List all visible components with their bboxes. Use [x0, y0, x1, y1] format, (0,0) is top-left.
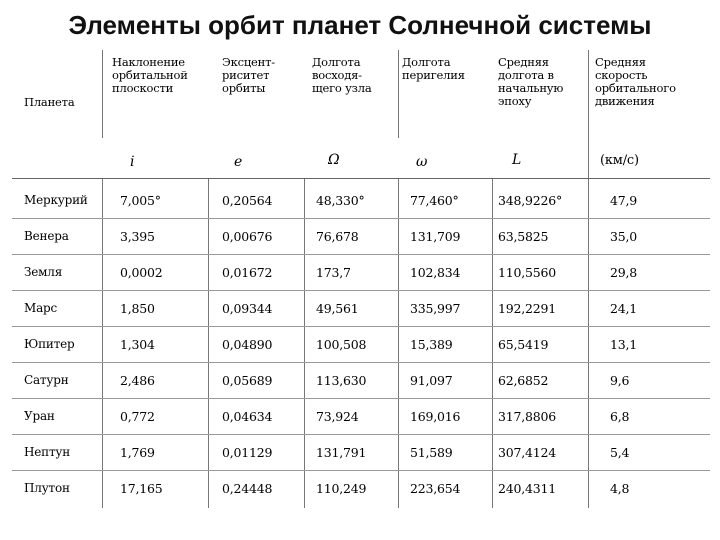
row-velocity: 5,4: [610, 445, 630, 460]
row-velocity: 4,8: [610, 481, 630, 496]
row-mean-longitude: 62,6852: [498, 373, 549, 388]
row-ascending-node: 48,330°: [316, 193, 365, 208]
header-perihelion: Долгота перигелия: [402, 55, 465, 82]
row-perihelion: 51,589: [410, 445, 453, 460]
row-ascending-node: 73,924: [316, 409, 359, 424]
header-orbital-velocity: Средняя скорость орбитального движения: [595, 55, 676, 108]
row-mean-longitude: 307,4124: [498, 445, 557, 460]
row-perihelion: 223,654: [410, 481, 461, 496]
row-eccentricity: 0,01672: [222, 265, 273, 280]
row-inclination: 7,005°: [120, 193, 161, 208]
row-planet: Земля: [24, 265, 63, 279]
row-planet: Меркурий: [24, 193, 88, 207]
row-planet: Юпитер: [24, 337, 75, 351]
row-velocity: 9,6: [610, 373, 630, 388]
row-velocity: 24,1: [610, 301, 638, 316]
row-perihelion: 335,997: [410, 301, 461, 316]
row-perihelion: 91,097: [410, 373, 453, 388]
row-eccentricity: 0,20564: [222, 193, 273, 208]
row-velocity: 47,9: [610, 193, 638, 208]
row-planet: Марс: [24, 301, 58, 315]
row-mean-longitude: 65,5419: [498, 337, 549, 352]
header-mean-longitude: Средняя долгота в начальную эпоху: [498, 55, 564, 108]
row-ascending-node: 76,678: [316, 229, 359, 244]
row-mean-longitude: 240,4311: [498, 481, 557, 496]
header-planet: Планета: [24, 95, 75, 109]
row-ascending-node: 173,7: [316, 265, 351, 280]
page-title: Элементы орбит планет Солнечной системы: [68, 10, 652, 40]
row-ascending-node: 131,791: [316, 445, 367, 460]
row-velocity: 13,1: [610, 337, 638, 352]
row-eccentricity: 0,00676: [222, 229, 273, 244]
row-velocity: 6,8: [610, 409, 630, 424]
row-eccentricity: 0,05689: [222, 373, 273, 388]
header-ascending-node: Долгота восходя- щего узла: [312, 55, 372, 95]
symbol-i: i: [130, 154, 135, 170]
row-perihelion: 131,709: [410, 229, 461, 244]
row-planet: Уран: [24, 409, 55, 423]
header-eccentricity: Эксцент- риситет орбиты: [222, 55, 275, 95]
row-inclination: 2,486: [120, 373, 155, 388]
row-inclination: 0,772: [120, 409, 155, 424]
row-inclination: 1,850: [120, 301, 155, 316]
row-ascending-node: 113,630: [316, 373, 367, 388]
row-mean-longitude: 317,8806: [498, 409, 557, 424]
row-inclination: 3,395: [120, 229, 155, 244]
row-eccentricity: 0,04634: [222, 409, 273, 424]
row-eccentricity: 0,09344: [222, 301, 273, 316]
row-planet: Плутон: [24, 481, 70, 495]
row-ascending-node: 110,249: [316, 481, 367, 496]
row-mean-longitude: 192,2291: [498, 301, 557, 316]
row-mean-longitude: 63,5825: [498, 229, 549, 244]
row-inclination: 17,165: [120, 481, 163, 496]
row-planet: Сатурн: [24, 373, 69, 387]
row-eccentricity: 0,01129: [222, 445, 273, 460]
symbol-velocity-unit: (км/с): [600, 153, 639, 168]
symbol-omega-lower: ω: [416, 154, 428, 170]
row-ascending-node: 49,561: [316, 301, 359, 316]
row-perihelion: 102,834: [410, 265, 461, 280]
row-mean-longitude: 110,5560: [498, 265, 557, 280]
row-perihelion: 77,460°: [410, 193, 459, 208]
row-mean-longitude: 348,9226°: [498, 193, 563, 208]
row-velocity: 29,8: [610, 265, 638, 280]
row-ascending-node: 100,508: [316, 337, 367, 352]
row-planet: Венера: [24, 229, 69, 243]
symbol-omega-upper: Ω: [328, 152, 340, 168]
row-eccentricity: 0,04890: [222, 337, 273, 352]
row-inclination: 0,0002: [120, 265, 163, 280]
header-inclination: Наклонение орбитальной плоскости: [112, 55, 188, 95]
row-planet: Нептун: [24, 445, 71, 459]
symbol-L: L: [512, 152, 522, 168]
symbol-e: e: [234, 154, 243, 170]
row-perihelion: 15,389: [410, 337, 453, 352]
row-perihelion: 169,016: [410, 409, 461, 424]
row-velocity: 35,0: [610, 229, 638, 244]
row-inclination: 1,769: [120, 445, 155, 460]
row-inclination: 1,304: [120, 337, 155, 352]
orbit-elements-table: [12, 50, 710, 508]
row-eccentricity: 0,24448: [222, 481, 273, 496]
